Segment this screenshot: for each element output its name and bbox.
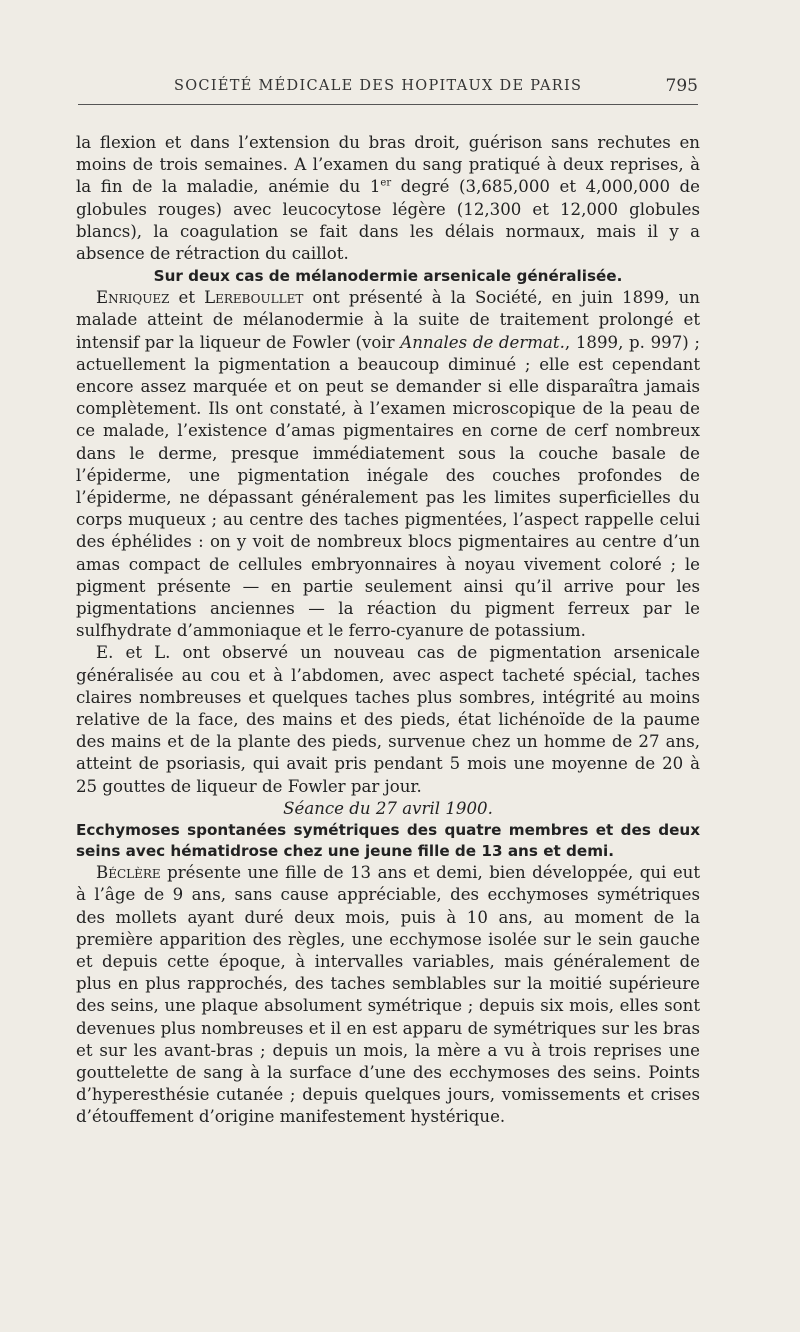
author-name: Enriquez bbox=[96, 288, 170, 308]
paragraph-text: et bbox=[169, 288, 205, 308]
paragraph-text: présente une fille de 13 ans et demi, bien développée, qui eut à l’âge de 9 ans, sans cause appréciable, des ecchymoses symétriques des mollets ayant duré deux mois, puis à 10 ans, au moment de la première apparition des règles, une ecchymose isolée sur le sein gauche et depuis cette époque, à intervalles variables, mais généralement de plus en plus rapprochés, des taches semblables sur la moitié supérieure des seins, une plaque absolument symétrique ; depuis six mois, elles sont devenues plus nombreuses et il en est apparu de symétriques sur les bras et sur les avant-bras ; depuis un mois, la mère a vu à trois reprises une gouttelette de sang à la surface d’une des ecchymoses des seins. Points d’hyperesthésie cutanée ; depuis quelques jours, vomissements et crises d’étouffement d’origine manifestement hystérique. bbox=[76, 863, 700, 1127]
section-heading-ecchymoses: Ecchymoses spontanées symétriques des quatre membres et des deux seins avec hématidrose chez une jeune fille de 13 ans et demi. bbox=[76, 821, 700, 861]
paragraph-continued bbox=[76, 132, 700, 265]
session-date: Séance du 27 avril 1900. bbox=[283, 798, 493, 818]
journal-citation: Annales de dermat. bbox=[400, 332, 565, 352]
paragraph-text: la flexion et dans l’extension du bras droit, guérison sans rechutes en moins de trois semaines. A l’examen du sang pratiqué à deux reprises, à la fin de la maladie, anémie du 1 bbox=[76, 133, 700, 197]
paragraph-text: , 1899, p. 997) ; actuellement la pigmentation a beaucoup diminué ; elle est cependant encore assez marquée et on peut se demander si elle disparaîtra jamais complètement. Ils ont constaté, à l’examen microscopique de la peau de ce malade, l’existence d’amas pigmentaires en corne de cerf nombreux dans le derme, presque immédiatement sous la couche basale de l’épiderme, une pigmentation inégale des couches profondes de l’épiderme, ne dépassant généralement pas les limites superficielles du corps muqueux ; au centre des taches pigmentées, l’aspect rappelle celui des éphélides : on y voit de nombreux blocs pigmentaires au centre d’un amas compact de cellules embryonnaires à noyau vivement coloré ; le pigment présente — en partie seulement ainsi qu’il arrive pour les pigmentations anciennes — la réaction du pigment ferreux par le sulfhydrate d’ammoniaque et le ferro-cyanure de potassium. bbox=[76, 332, 700, 641]
author-name: Lereboullet bbox=[204, 288, 304, 308]
author-name: Béclère bbox=[96, 863, 161, 883]
paragraph-text: degré (3,685,000 et 4,000,000 de globules rouges) avec leucocytose légère (12,300 et 12,000 globules blancs), la coagulation se fait dans les délais normaux, mais il y a absence de rétraction du caillot. bbox=[76, 177, 700, 264]
page-number: 795 bbox=[665, 76, 698, 96]
paragraph-enriquez bbox=[76, 287, 700, 642]
paragraph-beclere bbox=[76, 862, 700, 1128]
ordinal-superscript: er bbox=[380, 177, 392, 189]
article-body bbox=[76, 132, 700, 1129]
running-title: SOCIÉTÉ MÉDICALE DES HOPITAUX DE PARIS bbox=[174, 78, 583, 94]
paragraph-text: ont présenté à la Société, en juin 1899, un malade atteint de mélanodermie à la suite de traitement prolongé et intensif par la liqueur de Fowler (voir bbox=[76, 288, 700, 352]
page-header bbox=[78, 74, 698, 105]
section-heading-melanodermie: Sur deux cas de mélanodermie arsenicale généralisée. bbox=[153, 267, 623, 286]
paragraph-new-case: E. et L. ont observé un nouveau cas de pigmentation arsenicale généralisée au cou et à l’abdomen, avec aspect tacheté spécial, taches claires nombreuses et quelques taches plus sombres, intégrité au moins relative de la face, des mains et des pieds, état lichénoïde de la paume des mains et de la plante des pieds, survenue chez un homme de 27 ans, atteint de psoriasis, qui avait pris pendant 5 mois une moyenne de 20 à 25 gouttes de liqueur de Fowler par jour. bbox=[76, 643, 700, 796]
